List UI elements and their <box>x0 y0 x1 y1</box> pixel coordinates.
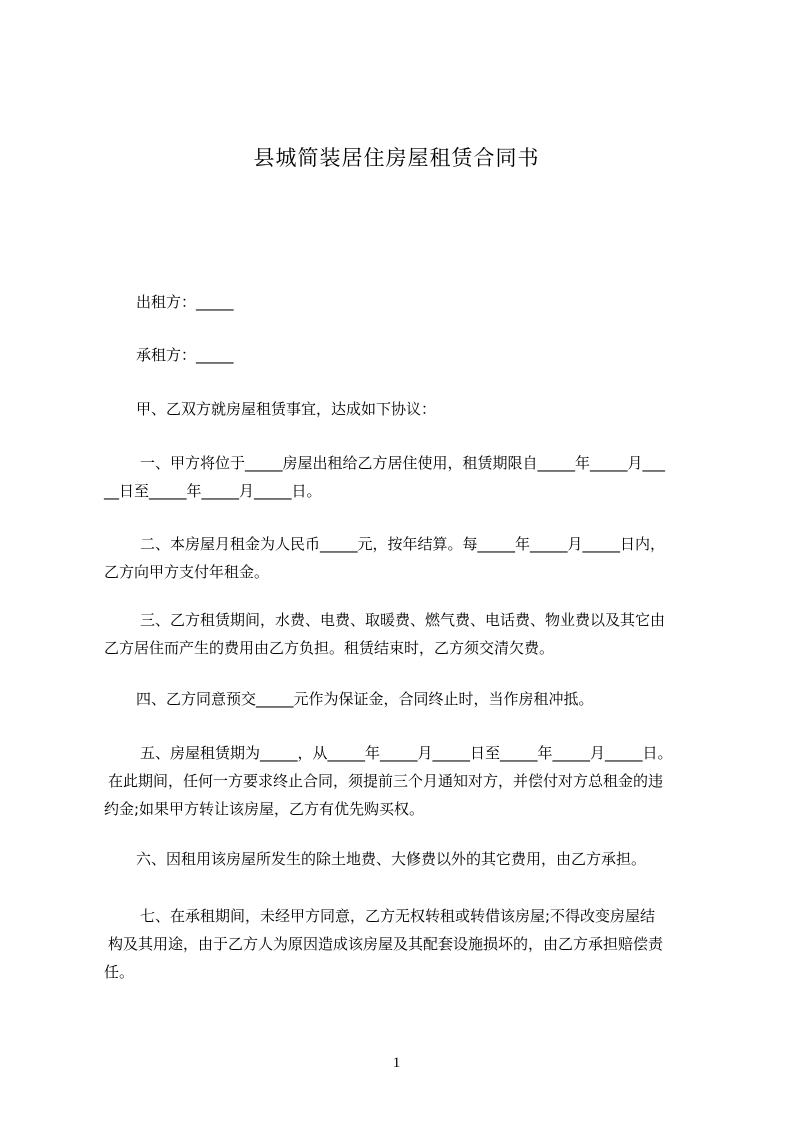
clause-line: 任。 <box>104 963 135 981</box>
clause-line: 构及其用途，由于乙方人为原因造成该房屋及其配套设施损坏的，由乙方承担赔偿责 <box>108 935 664 953</box>
clause-line: 乙方居住而产生的费用由乙方负担。租赁结束时，乙方须交清欠费。 <box>104 639 555 657</box>
clause-line: 七、在承租期间，未经甲方同意，乙方无权转租或转借该房屋;不得改变房屋结 <box>140 907 656 925</box>
clause-line: 一、甲方将位于_____房屋出租给乙方居住使用，租赁期限自_____年_____月___ <box>140 454 666 472</box>
clause-7 <box>104 902 704 986</box>
contract-title: 县城简装居住房屋租赁合同书 <box>253 146 540 170</box>
clause-3 <box>104 606 704 662</box>
intro-paragraph <box>136 395 736 423</box>
clause-line: 在此期间，任何一方要求终止合同，须提前三个月通知对方，并偿付对方总租金的违 <box>108 772 664 790</box>
clause-2 <box>104 530 704 586</box>
lessor-text: 出租方：_____ <box>136 293 234 311</box>
clause-line: __日至_____年_____月_____日。 <box>104 482 322 500</box>
clause-line: 约金;如果甲方转让该房屋，乙方有优先购买权。 <box>104 800 425 818</box>
lessee-line <box>136 341 736 369</box>
clause-1 <box>104 449 704 505</box>
clause-6 <box>104 845 704 873</box>
clause-line: 五、房屋租赁期为_____，从_____年_____月_____日至_____年_____月_____日。 <box>140 744 673 762</box>
clause-5 <box>104 739 704 823</box>
clause-line: 三、乙方租赁期间，水费、电费、取暖费、燃气费、电话费、物业费以及其它由 <box>140 611 666 629</box>
lessor-line <box>136 288 736 316</box>
clause-line: 二、本房屋月租金为人民币_____元，按年结算。每_____年_____月_____日内， <box>140 535 666 553</box>
clause-4 <box>104 685 704 713</box>
page-number: 1 <box>392 1055 401 1071</box>
intro-text: 甲、乙双方就房屋租赁事宜，达成如下协议： <box>136 400 437 418</box>
lessee-text: 承租方：_____ <box>136 346 234 364</box>
clause-line: 四、乙方同意预交_____元作为保证金，合同终止时，当作房租冲抵。 <box>136 690 594 708</box>
clause-line: 乙方向甲方支付年租金。 <box>104 563 270 581</box>
clause-line: 六、因租用该房屋所发生的除土地费、大修费以外的其它费用，由乙方承担。 <box>136 850 647 868</box>
